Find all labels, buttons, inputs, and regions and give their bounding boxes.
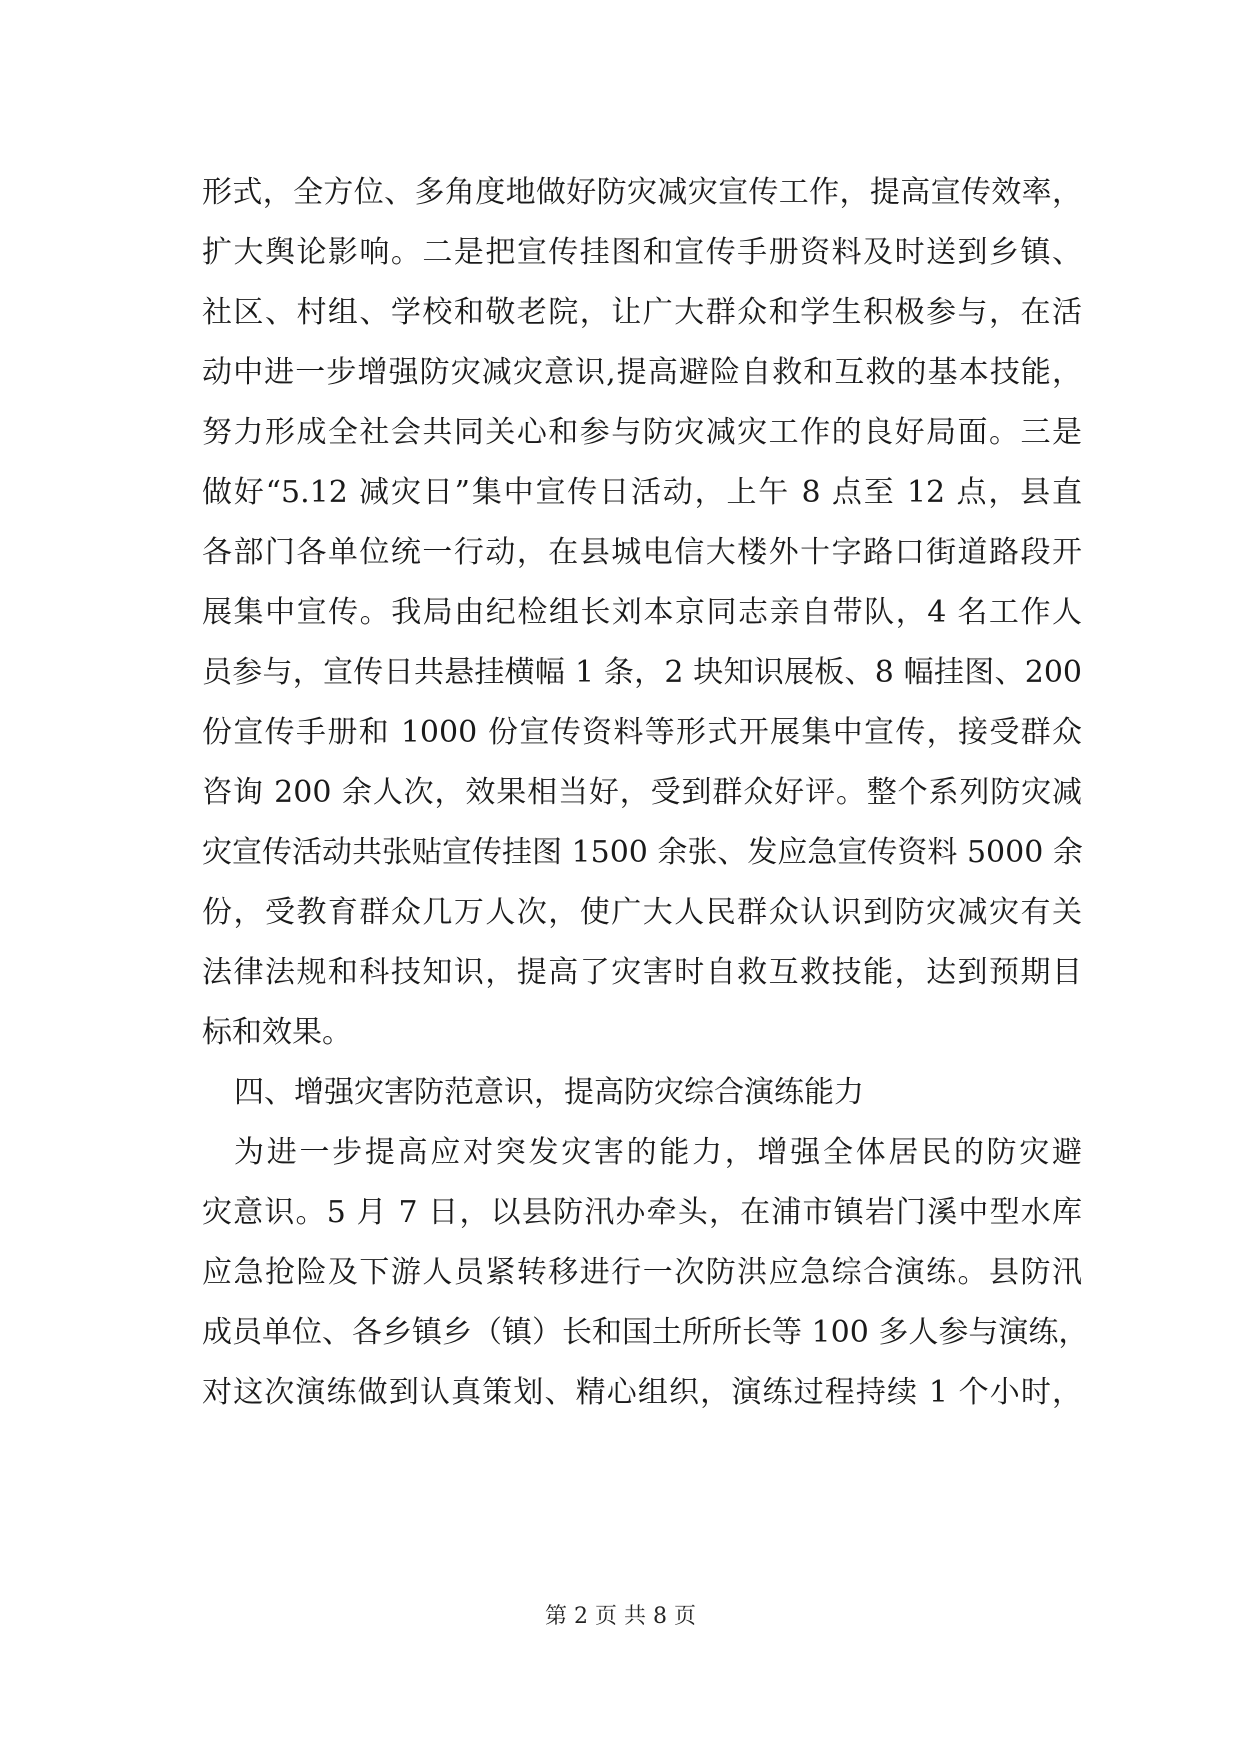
body-line-21: 对这次演练做到认真策划、精心组织，演练过程持续 1 个小时，: [202, 1375, 1082, 1410]
body-line-8: 展集中宣传。我局由纪检组长刘本京同志亲自带队，4 名工作人: [202, 595, 1082, 630]
body-line-11: 咨询 200 余人次，效果相当好，受到群众好评。整个系列防灾减: [202, 775, 1082, 810]
body-line-4: 动中进一步增强防灾减灾意识,提高避险自救和互救的基本技能，: [202, 355, 1082, 390]
body-line-6: 做好“5.12 减灾日”集中宣传日活动，上午 8 点至 12 点，县直: [202, 475, 1082, 510]
page-footer: 第 2 页 共 8 页: [545, 1604, 696, 1629]
body-line-10: 份宣传手册和 1000 份宣传资料等形式开展集中宣传，接受群众: [202, 715, 1082, 750]
body-line-17: 为进一步提高应对突发灾害的能力，增强全体居民的防灾避: [234, 1135, 1082, 1170]
body-line-12: 灾宣传活动共张贴宣传挂图 1500 余张、发应急宣传资料 5000 余: [202, 835, 1083, 870]
body-line-13: 份，受教育群众几万人次，使广大人民群众认识到防灾减灾有关: [202, 895, 1082, 930]
body-line-7: 各部门各单位统一行动，在县城电信大楼外十字路口街道路段开: [202, 535, 1082, 570]
body-line-1: 形式，全方位、多角度地做好防灾减灾宣传工作，提高宣传效率，: [202, 175, 1082, 210]
body-line-9: 员参与，宣传日共悬挂横幅 1 条，2 块知识展板、8 幅挂图、200: [202, 655, 1082, 690]
body-line-2: 扩大舆论影响。二是把宣传挂图和宣传手册资料及时送到乡镇、: [202, 235, 1082, 270]
body-line-20: 成员单位、各乡镇乡（镇）长和国土所所长等 100 多人参与演练，: [202, 1315, 1089, 1350]
body-line-15: 标和效果。: [202, 1015, 352, 1050]
body-line-3: 社区、村组、学校和敬老院，让广大群众和学生积极参与，在活: [202, 295, 1082, 330]
body-line-18: 灾意识。5 月 7 日，以县防汛办牵头，在浦市镇岩门溪中型水库: [202, 1195, 1082, 1230]
body-line-14: 法律法规和科技知识，提高了灾害时自救互救技能，达到预期目: [202, 955, 1082, 990]
body-line-19: 应急抢险及下游人员紧转移进行一次防洪应急综合演练。县防汛: [202, 1255, 1082, 1290]
section-heading: 四、增强灾害防范意识，提高防灾综合演练能力: [234, 1075, 864, 1110]
body-line-5: 努力形成全社会共同关心和参与防灾减灾工作的良好局面。三是: [202, 415, 1082, 450]
